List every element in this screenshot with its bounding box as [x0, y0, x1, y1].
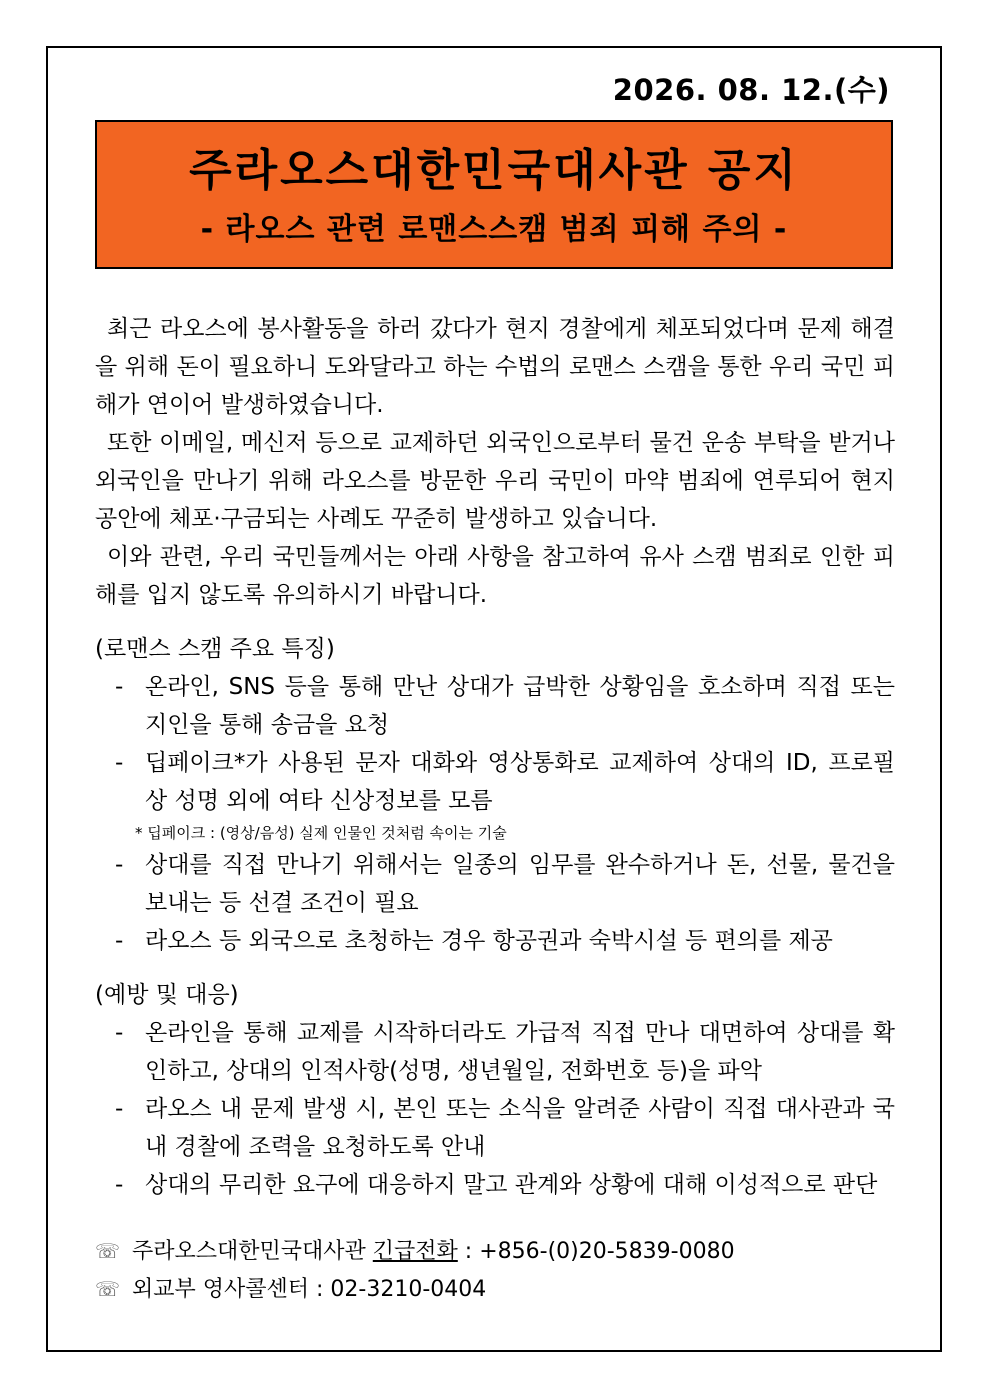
features-item-text: 온라인, SNS 등을 통해 만난 상대가 급박한 상황임을 호소하며 직접 또는 지인을 통해 송금을 요청 — [145, 674, 895, 738]
dash-marker: - — [115, 852, 124, 878]
features-item-4 — [95, 922, 895, 960]
prevention-item-1 — [95, 1014, 895, 1090]
banner-subtitle: - 라오스 관련 로맨스스캠 범죄 피해 주의 - — [200, 212, 788, 247]
prevention-section-title: (예방 및 대응) — [95, 982, 239, 1008]
dash-marker: - — [115, 1020, 124, 1046]
dash-marker: - — [115, 1172, 124, 1198]
intro-paragraph-3: 이와 관련, 우리 국민들께서는 아래 사항을 참고하여 유사 스캠 범죄로 인한 피해를 입지 않도록 유의하시기 바랍니다. — [95, 544, 895, 608]
features-item-1 — [95, 668, 895, 744]
dash-marker: - — [115, 674, 124, 700]
mofa-label: 외교부 영사콜센터 — [132, 1277, 310, 1302]
dash-marker: - — [115, 928, 124, 954]
mofa-contact — [95, 1270, 895, 1309]
phone-icon: ☏ — [95, 1277, 121, 1301]
features-item-2 — [95, 744, 895, 820]
prevention-item-text: 온라인을 통해 교제를 시작하더라도 가급적 직접 만나 대면하여 상대를 확인하고, 상대의 인적사항(성명, 생년월일, 전화번호 등)을 파악 — [145, 1020, 895, 1084]
dash-marker: - — [115, 750, 124, 776]
notice-date: 2026. 08. 12.(수) — [612, 73, 890, 107]
features-section-title: (로맨스 스캠 주요 특징) — [95, 636, 335, 662]
prevention-item-text: 상대의 무리한 요구에 대응하지 말고 관계와 상황에 대해 이성적으로 판단 — [145, 1172, 878, 1198]
prevention-item-2 — [95, 1090, 895, 1166]
mofa-phone-number: : 02-3210-0404 — [316, 1277, 487, 1302]
features-item-text: 상대를 직접 만나기 위해서는 일종의 임무를 완수하거나 돈, 선물, 물건을 보내는 등 선결 조건이 필요 — [145, 852, 895, 916]
intro-paragraph-1: 최근 라오스에 봉사활동을 하러 갔다가 현지 경찰에게 체포되었다며 문제 해결을 위해 돈이 필요하니 도와달라고 하는 수법의 로맨스 스캠을 통한 우리 국민 피해가 연이어 발생하였습니다. — [95, 316, 895, 418]
embassy-phone-number: : +856-(0)20-5839-0080 — [464, 1239, 735, 1264]
deepfake-footnote: * 딥페이크 : (영상/음성) 실제 인물인 것처럼 속이는 기술 — [135, 824, 507, 842]
notice-body — [95, 310, 895, 1204]
phone-icon: ☏ — [95, 1239, 121, 1263]
features-item-text: 라오스 등 외국으로 초청하는 경우 항공권과 숙박시설 등 편의를 제공 — [145, 928, 833, 954]
embassy-contact — [95, 1232, 895, 1271]
emergency-label: 긴급전화 — [372, 1239, 458, 1264]
features-item-3 — [95, 846, 895, 922]
title-banner — [95, 120, 893, 269]
prevention-item-text: 라오스 내 문제 발생 시, 본인 또는 소식을 알려준 사람이 직접 대사관과 국내 경찰에 조력을 요청하도록 안내 — [145, 1096, 895, 1160]
dash-marker: - — [115, 1096, 124, 1122]
intro-paragraph-2: 또한 이메일, 메신저 등으로 교제하던 외국인으로부터 물건 운송 부탁을 받거나 외국인을 만나기 위해 라오스를 방문한 우리 국민이 마약 범죄에 연루되어 현지 공안에 체포·구금되는 사례도 꾸준히 발생하고 있습니다. — [95, 430, 895, 532]
features-item-text: 딥페이크*가 사용된 문자 대화와 영상통화로 교제하여 상대의 ID, 프로필 상 성명 외에 여타 신상정보를 모름 — [145, 750, 895, 814]
embassy-label: 주라오스대한민국대사관 — [132, 1239, 366, 1264]
prevention-item-3 — [95, 1166, 895, 1204]
banner-title: 주라오스대한민국대사관 공지 — [189, 145, 799, 196]
